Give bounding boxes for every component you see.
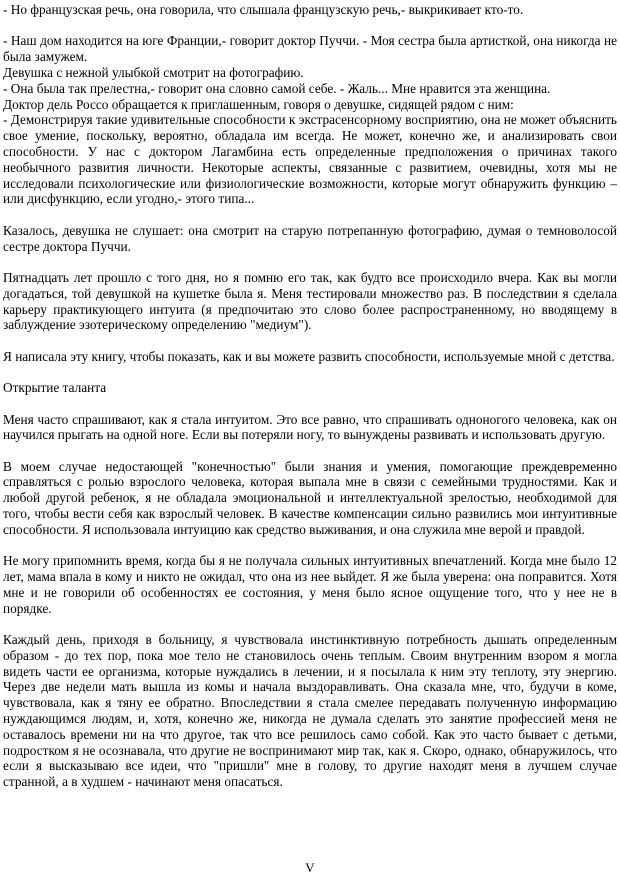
paragraph-gap	[3, 333, 617, 349]
paragraph-gap	[3, 365, 617, 381]
dialogue-line: - Демонстрируя такие удивительные способности к экстрасенсорному восприятию, она не может объяснить свое умение, поскольку, вероятно, обладала им всегда. Не может, конечно же, и анализировать свои способности. У нас с доктором Лагамбина есть определенные предположения о причинах такого необычного развития личности. Некоторые аспекты, связанные с развитием, очевидны, хотя мы не исследовали психологические или физиологические возможности, которые могут обнаружить функцию – или дисфункцию, если угодно,- этого типа...	[3, 112, 617, 207]
body-paragraph: Пятнадцать лет прошло с того дня, но я помню его так, как будто все происходило вчера. Как вы могли догадаться, той девушкой на кушетке была я. Меня тестировали множество раз. В последствии я сделала карьеру практикующего интуита (я предпочитаю это слово более распространенному, но вводящему в заблуждение эзотерическому определению "медиум").	[3, 269, 617, 333]
page-number: V	[305, 860, 315, 875]
section-heading: Открытие таланта	[3, 380, 107, 396]
body-paragraph: В моем случае недостающей "конечностью" были знания и умения, помогающие преждевременно справляться с ролью взрослого человека, которая выпала мне в связи с семейными трудностями. Как и любой другой ребенок, я не обладала эмоциональной и интеллектуальной зрелостью, необходимой для того, чтобы вести себя как взрослый человек. В качестве компенсации сильно развились мои интуитивные способности. Я использовала интуицию как средство выживания, и она служила мне верой и правдой.	[3, 458, 617, 537]
body-paragraph: Меня часто спрашивают, как я стала интуитом. Это все равно, что спрашивать одноногого человека, как он научился прыгать на одной ноге. Если вы потеряли ногу, то вынуждены развивать и использовать другую.	[3, 411, 617, 443]
narration-line: Доктор дель Россо обращается к приглашенным, говоря о девушке, сидящей рядом с ним:	[3, 96, 514, 112]
body-paragraph: Не могу припомнить время, когда бы я не получала сильных интуитивных впечатлений. Когда мне было 12 лет, мама впала в кому и никто не ожидал, что она из нее выйдет. Я же была уверена: она поправится. Хотя мне и не говорили об особенностях ее состояния, у меня было ясное ощущение того, что у нее не в порядке.	[3, 553, 617, 616]
paragraph-gap	[3, 538, 617, 554]
paragraph-gap	[3, 18, 617, 34]
paragraph-gap	[3, 443, 617, 459]
body-paragraph: Я написала эту книгу, чтобы показать, как и вы можете развить способности, используемые мной с детства.	[3, 348, 615, 364]
dialogue-line: - Она была так прелестна,- говорит она словно самой себе. - Жаль... Мне нравится эта женщина.	[3, 80, 551, 96]
body-paragraph: Каждый день, приходя в больницу, я чувствовала инстинктивную потребность дышать определенным образом - до тех пор, пока мое тело не становилось очень теплым. Своим внутренним взором я могла видеть части ее организма, которые нуждались в лечении, и я посылала к ним эту теплоту, эту энергию. Через две недели мать вышла из комы и начала выздоравливать. Она сказала мне, что, будучи в коме, чувствовала, как я тяну ее обратно. Впоследствии я стала смелее передавать полученную информацию нуждающимся людям, и, хотя, конечно же, никогда не думала сделать это занятие профессией меня не оставалось времени ни на что другое, так что все решилось само собой. Как это часто бывает с детьми, подростком я не осознавала, что другие не воспринимают мир так, как я. Скоро, однако, обнаружилось, что если я высказываю все идеи, что "пришли" мне в голову, то другие находят меня в лучшем случае странной, а в худшем - начинают меня опасаться.	[3, 632, 617, 790]
paragraph-gap	[3, 207, 617, 223]
dialogue-line: - Наш дом находится на юге Франции,- говорит доктор Пуччи. - Моя сестра была артисткой, она никогда не была замужем.	[3, 33, 617, 65]
narration-line: Девушка с нежной улыбкой смотрит на фотографию.	[3, 64, 304, 80]
paragraph-gap	[3, 616, 617, 632]
body-paragraph: Казалось, девушка не слушает: она смотрит на старую потрепанную фотографию, думая о темноволосой сестре доктора Пуччи.	[3, 222, 617, 254]
dialogue-line: - Но французская речь, она говорила, что слышала французскую речь,- выкрикивает кто-то.	[3, 2, 524, 17]
paragraph-gap	[3, 254, 617, 270]
paragraph-gap	[3, 396, 617, 412]
